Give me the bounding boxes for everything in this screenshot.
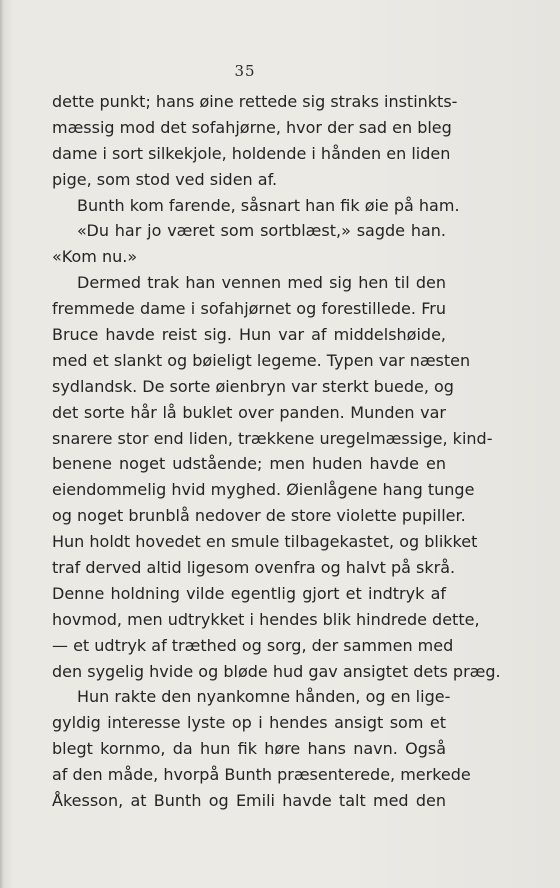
- text-line: Bruce havde reist sig. Hun var af middelshøide,: [52, 325, 446, 345]
- text-line: Åkesson, at Bunth og Emili havde talt med den: [52, 791, 446, 811]
- text-line: sydlandsk. De sorte øienbryn var sterkt buede, og: [52, 376, 454, 396]
- text-line: Hun holdt hovedet en smule tilbagekastet, og blikket: [52, 532, 478, 552]
- text-line: og noget brunblå nedover de store violette pupiller.: [52, 506, 466, 526]
- text-line: «Du har jo været som sortblæst,» sagde han.: [77, 221, 446, 241]
- page-spine-edge: [0, 0, 4, 888]
- text-line: snarere stor end liden, trækkene uregelmæssige, kind-: [52, 428, 493, 448]
- text-line: pige, som stod ved siden af.: [52, 169, 278, 189]
- text-line: benene noget udstående; men huden havde en: [52, 454, 446, 474]
- text-line: — et udtryk af træthed og sorg, der sammen med: [52, 635, 454, 655]
- text-line: den sygelig hvide og bløde hud gav ansigtet dets præg.: [52, 661, 501, 681]
- text-line: traf derved altid ligesom ovenfra og halvt på skrå.: [52, 558, 456, 578]
- text-line: blegt kornmo, da hun fik høre hans navn. Også: [52, 739, 446, 759]
- text-line: eiendommelig hvid myghed. Øienlågene hang tunge: [52, 480, 475, 500]
- text-line: gyldig interesse lyste op i hendes ansigt som et: [52, 713, 446, 733]
- text-line: hovmod, men udtrykket i hendes blik hindrede dette,: [52, 609, 480, 629]
- text-line: «Kom nu.»: [52, 247, 138, 267]
- text-line: fremmede dame i sofahjørnet og forestillede. Fru: [52, 299, 446, 319]
- body-text: [52, 89, 501, 814]
- text-line: dame i sort silkekjole, holdende i hånden en liden: [52, 143, 451, 163]
- page-number: 35: [234, 62, 256, 80]
- text-line: mæssig mod det sofahjørne, hvor der sad en bleg: [52, 117, 452, 137]
- text-line: med et slankt og bøieligt legeme. Typen var næsten: [52, 350, 471, 370]
- text-line: dette punkt; hans øine rettede sig straks instinkts-: [52, 92, 458, 111]
- text-line: Dermed trak han vennen med sig hen til den: [77, 273, 446, 293]
- text-line: Hun rakte den nyankomne hånden, og en lige-: [77, 687, 451, 707]
- text-line: af den måde, hvorpå Bunth præsenterede, merkede: [52, 765, 471, 785]
- text-line: Bunth kom farende, såsnart han fik øie på ham.: [77, 195, 460, 215]
- text-line: det sorte hår lå buklet over panden. Munden var: [52, 402, 446, 422]
- text-line: Denne holdning vilde egentlig gjort et indtryk af: [52, 583, 446, 603]
